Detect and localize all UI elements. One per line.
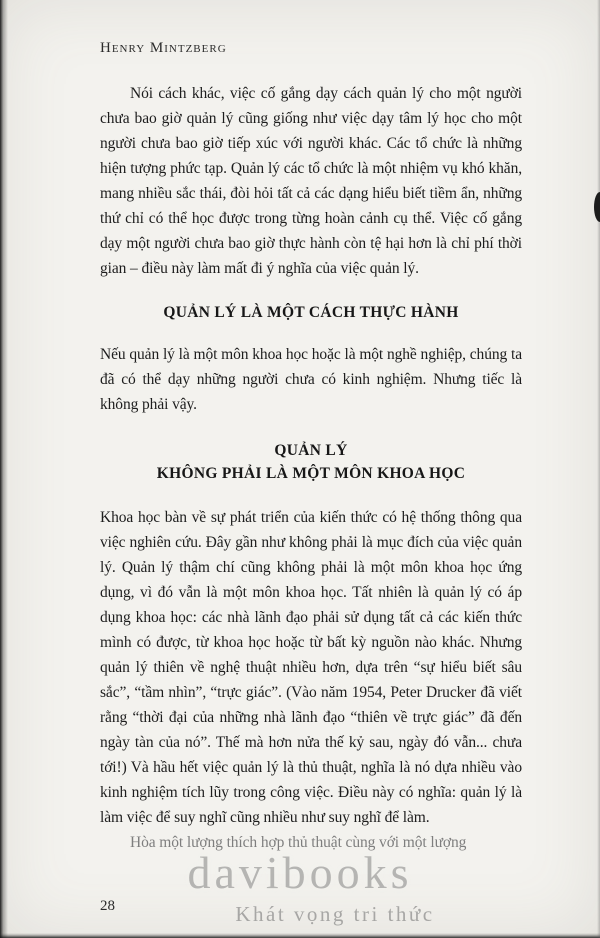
watermark-brand: davibooks [187,847,413,898]
watermark-tagline: Khát vọng tri thức [235,902,435,926]
section-heading-not-a-science [100,439,522,485]
paragraph-practice: Nếu quản lý là một môn khoa học hoặc là một nghề nghiệp, chúng ta đã có thể dạy những người chưa có kinh nghiệm. Nhưng tiếc là không phải vậy. [100,346,522,413]
section-heading-management-is-practice: QUẢN LÝ LÀ MỘT CÁCH THỰC HÀNH [163,304,459,321]
page-number: 28 [100,898,115,914]
scan-binding-shadow-left [0,0,8,938]
page-content [100,40,522,855]
section-heading-line-2: KHÔNG PHẢI LÀ MỘT MÔN KHOA HỌC [156,465,466,482]
paragraph-partial-last: Hòa một lượng thích hợp thủ thuật cùng với một lượng [130,834,467,851]
paragraph-intro: Nói cách khác, việc cố gắng dạy cách quản lý cho một người chưa bao giờ quản lý cũng giống như việc dạy tâm lý học cho một người chưa bao giờ tiếp xúc với người khác. Các tổ chức là những hiện tượng phức tạp. Quản lý các tổ chức là một nhiệm vụ khó khăn, mang nhiều sắc thái, đòi hỏi tất cả các dạng hiểu biết tiềm ẩn, những thứ chỉ có thể học được trong từng hoàn cảnh cụ thể. Việc cố gắng dạy một người chưa bao giờ thực hành còn tệ hại hơn là chỉ phí thời gian – điều này làm mất đi ý nghĩa của việc quản lý. [100,85,522,277]
section-heading-line-1: QUẢN LÝ [274,442,348,459]
paragraph-science-discussion: Khoa học bàn về sự phát triển của kiến thức có hệ thống thông qua việc nghiên cứu. Đây gần như không phải là mục đích của việc quản lý. Quản lý thậm chí cũng không phải là một môn khoa học ứng dụng, vì đó vẫn là một môn khoa học. Tất nhiên là quản lý có áp dụng khoa học: các nhà lãnh đạo phải sử dụng tất cả các kiến thức mình có được, từ khoa học hoặc từ bất kỳ nguồn nào khác. Nhưng quản lý thiên về nghệ thuật nhiều hơn, dựa trên “sự hiểu biết sâu sắc”, “tầm nhìn”, “trực giác”. (Vào năm 1954, Peter Drucker đã viết rằng “thời đại của những nhà lãnh đạo “thiên về trực giác” đã đến ngày tàn của nó”. Thế mà hơn nửa thế kỷ sau, ngày đó vẫn... chưa tới!) Và hầu hết việc quản lý là thủ thuật, nghĩa là nó dựa nhiều vào kinh nghiệm tích lũy trong công việc. Điều này có nghĩa: quản lý là làm việc để suy nghĩ cũng nhiều như suy nghĩ để làm. [100,509,522,826]
scan-edge-shadow-bottom [0,933,600,938]
scan-artifact-right-edge [594,192,600,222]
running-header-author: Henry Mintzberg [100,40,227,56]
